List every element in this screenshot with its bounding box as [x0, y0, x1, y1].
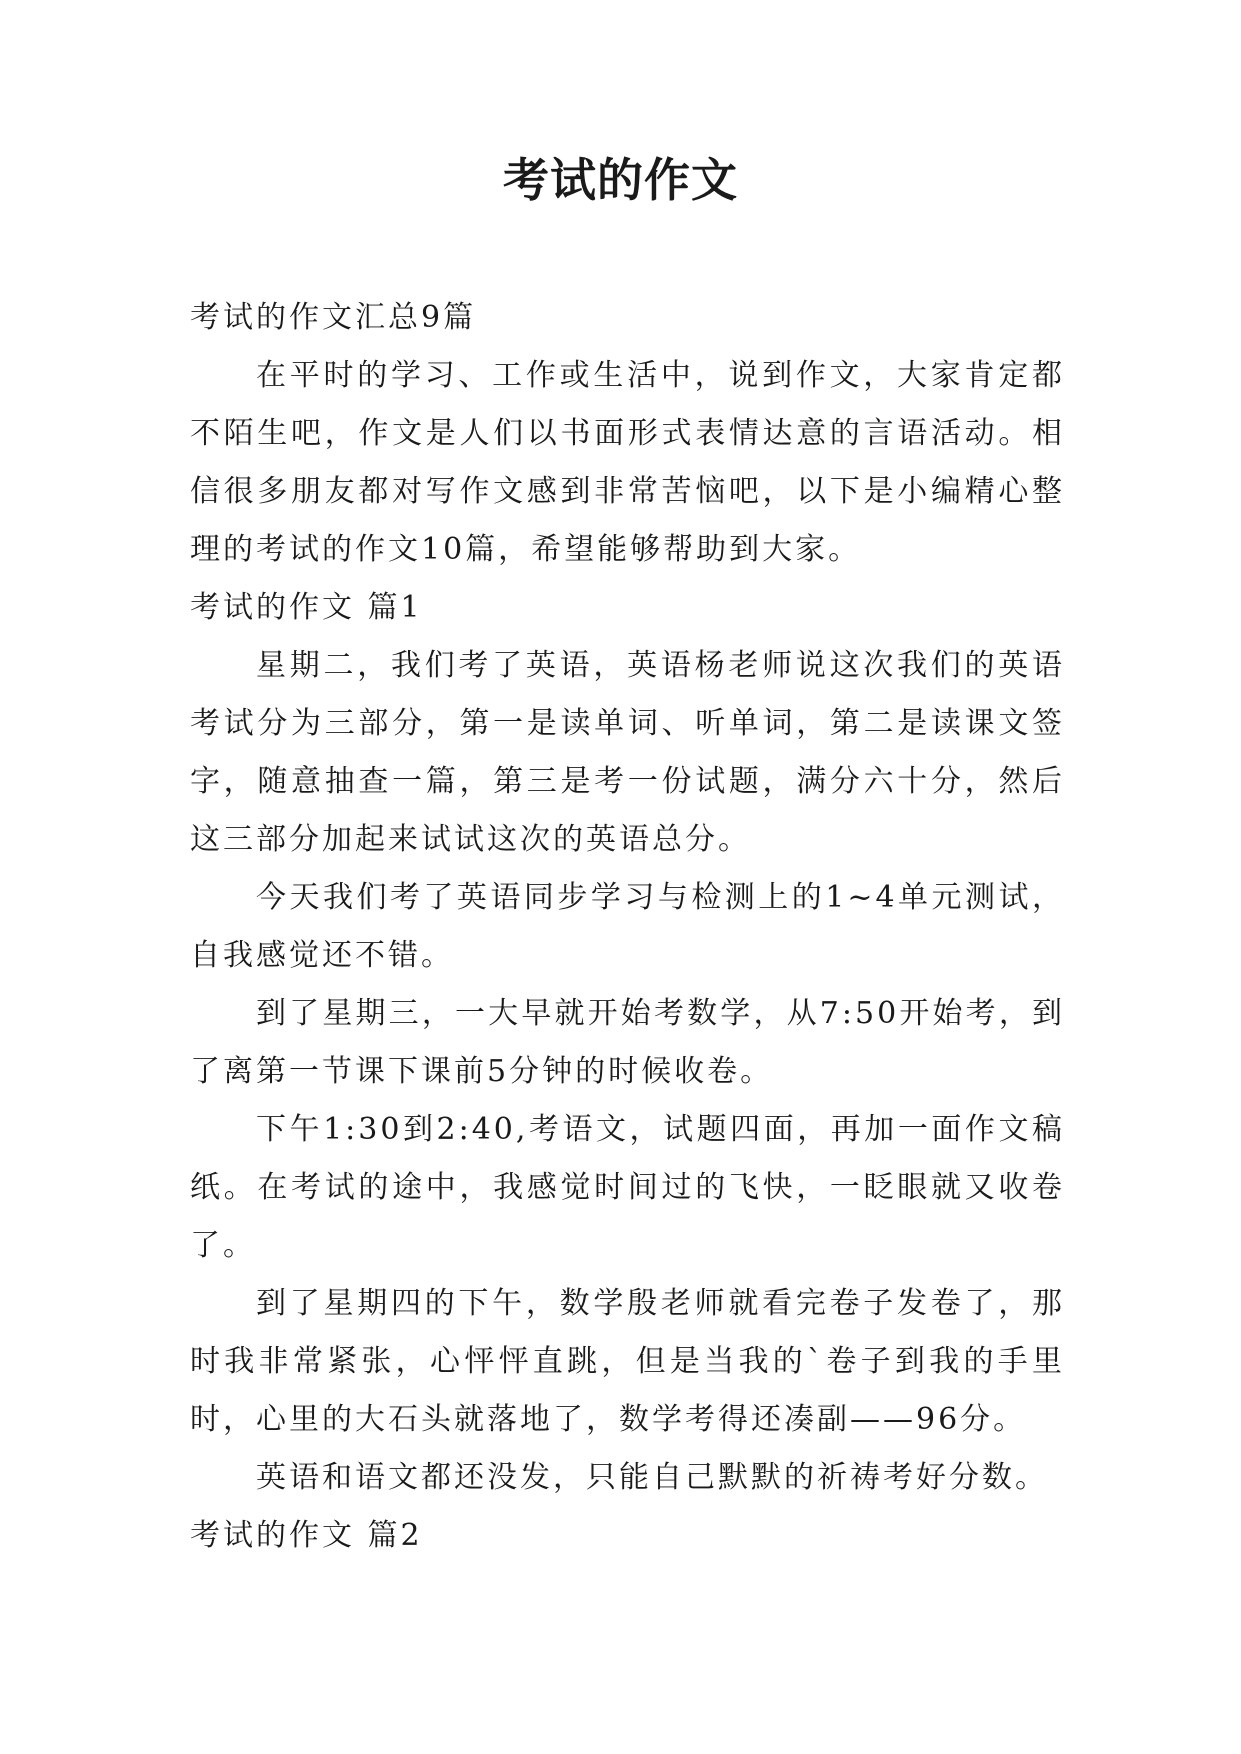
section-heading: 考试的作文 篇2 — [190, 1518, 423, 1553]
document-title: 考试的作文 — [503, 153, 738, 207]
paragraph: 下午1:30到2:40,考语文，试题四面，再加一面作文稿纸。在考试的途中，我感觉时间过的飞快，一眨眼就又收卷了。 — [190, 1112, 1065, 1263]
paragraph: 到了星期四的下午，数学殷老师就看完卷子发卷了，那时我非常紧张，心怦怦直跳，但是当我的`卷子到我的手里时，心里的大石头就落地了，数学考得还凑副——96分。 — [190, 1286, 1065, 1437]
paragraph: 今天我们考了英语同步学习与检测上的1~4单元测试，自我感觉还不错。 — [190, 880, 1065, 973]
intro-paragraph: 在平时的学习、工作或生活中，说到作文，大家肯定都不陌生吧，作文是人们以书面形式表情达意的言语活动。相信很多朋友都对写作文感到非常苦恼吧，以下是小编精心整理的考试的作文10篇，希望能够帮助到大家。 — [190, 358, 1065, 567]
paragraph: 星期二，我们考了英语，英语杨老师说这次我们的英语考试分为三部分，第一是读单词、听单词，第二是读课文签字，随意抽查一篇，第三是考一份试题，满分六十分，然后这三部分加起来试试这次的英语总分。 — [190, 648, 1065, 857]
section-heading: 考试的作文 篇1 — [190, 590, 423, 625]
document-body — [190, 289, 1065, 1565]
paragraph: 英语和语文都还没发，只能自己默默的祈祷考好分数。 — [256, 1460, 1048, 1495]
paragraph: 到了星期三，一大早就开始考数学，从7:50开始考，到了离第一节课下课前5分钟的时候收卷。 — [190, 996, 1065, 1089]
document-subtitle: 考试的作文汇总9篇 — [190, 300, 477, 335]
